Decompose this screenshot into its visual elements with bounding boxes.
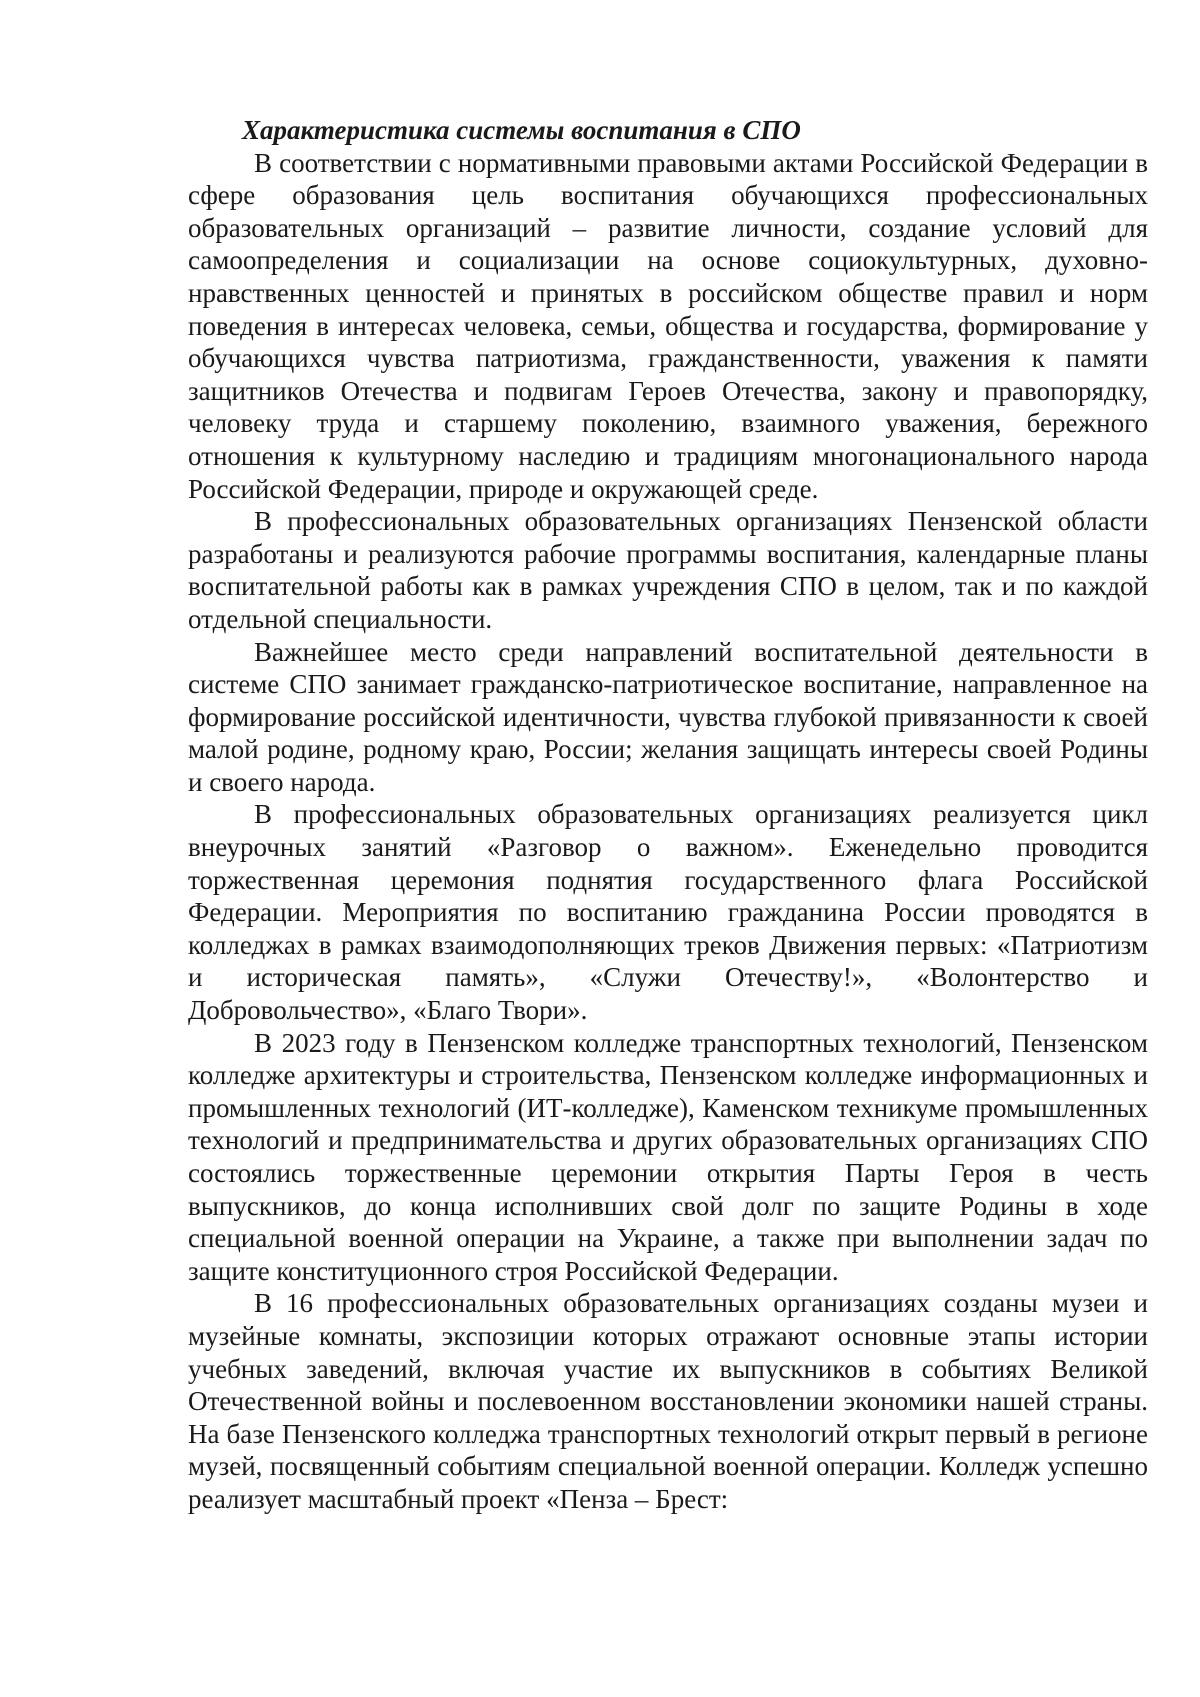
paragraph-extracurricular-activities: В профессиональных образовательных организациях реализуется цикл внеурочных занятий «Разговор о важном». Еженедельно проводится торжественная церемония поднятия государственного флага Российской Федерации. Мероприятия по воспитанию гражданина России проводятся в колледжах в рамках взаимодополняющих треков Движения первых: «Патриотизм и историческая память», «Служи Отечеству!», «Волонтерство и Добровольчество», «Благо Твори». [188, 799, 1148, 1026]
paragraph-museums: В 16 профессиональных образовательных организациях созданы музеи и музейные комнаты, экспозиции которых отражают основные этапы истории учебных заведений, включая участие их выпускников в событиях Великой Отечественной войны и послевоенном восстановлении экономики нашей страны. На базе Пензенского колледжа транспортных технологий открыт первый в регионе музей, посвященный событиям специальной военной операции. Колледж успешно реализует масштабный проект «Пенза – Брест: [188, 1288, 1148, 1514]
paragraph-patriotic-education: Важнейшее место среди направлений воспитательной деятельности в системе СПО занимает гражданско-патриотическое воспитание, направленное на формирование российской идентичности, чувства глубокой привязанности к своей малой родине, родному краю, России; желания защищать интересы своей Родины и своего народа. [188, 636, 1148, 797]
document-body [188, 114, 1148, 1516]
paragraph-education-goal: В соответствии с нормативными правовыми актами Российской Федерации в сфере образования цель воспитания обучающихся профессиональных образовательных организаций – развитие личности, создание условий для самоопределения и социализации на основе социокультурных, духовно-нравственных ценностей и принятых в российском обществе правил и норм поведения в интересах человека, семьи, общества и государства, формирование у обучающихся чувства патриотизма, гражданственности, уважения к памяти защитников Отечества и подвигам Героев Отечества, закону и правопорядку, человеку труда и старшему поколению, взаимного уважения, бережного отношения к культурному наследию и традициям многонационального народа Российской Федерации, природе и окружающей среде. [188, 147, 1148, 504]
paragraph-work-programs: В профессиональных образовательных организациях Пензенской области разработаны и реализуются рабочие программы воспитания, календарные планы воспитательной работы как в рамках учреждения СПО в целом, так и по каждой отдельной специальности. [188, 506, 1148, 634]
document-title: Характеристика системы воспитания в СПО [242, 115, 801, 145]
paragraph-hero-desk: В 2023 году в Пензенском колледже транспортных технологий, Пензенском колледже архитектуры и строительства, Пензенском колледже информационных и промышленных технологий (ИТ-колледже), Каменском техникуме промышленных технологий и предпринимательства и других образовательных организациях СПО состоялись торжественные церемонии открытия Парты Героя в честь выпускников, до конца исполнивших свой долг по защите Родины в ходе специальной военной операции на Украине, а также при выполнении задач по защите конституционного строя Российской Федерации. [188, 1027, 1148, 1286]
